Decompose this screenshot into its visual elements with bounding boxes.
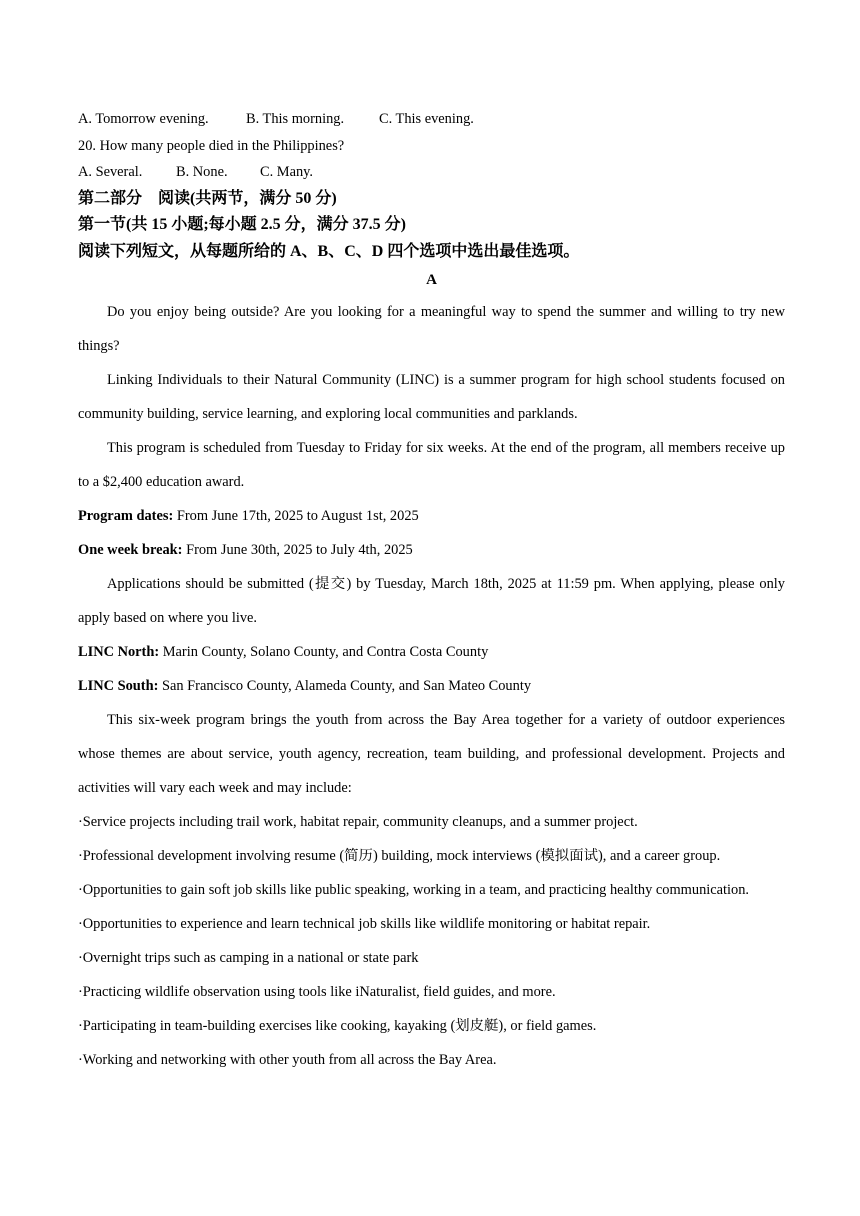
bullet-item: ·Professional development involving resume (简历) building, mock interviews (模拟面试), and a career group. [78,848,721,864]
bullet-item: ·Opportunities to gain soft job skills like public speaking, working in a team, and practicing healthy communication. [78,882,750,898]
q20-option-c: C. Many. [260,164,314,180]
linc-south [78,669,785,703]
q19-options [78,106,785,133]
bullet-item: ·Service projects including trail work, habitat repair, community cleanups, and a summer project. [78,814,638,830]
linc-south-value: San Francisco County, Alameda County, and San Mateo County [158,678,532,694]
linc-north-value: Marin County, Solano County, and Contra Costa County [159,644,489,660]
program-dates-label: Program dates: [78,508,174,524]
q20-question: 20. How many people died in the Philippines? [78,137,345,154]
bullet-item: ·Overnight trips such as camping in a national or state park [78,950,419,966]
linc-north-label: LINC North: [78,644,160,660]
q20-option-b: B. None. [176,164,228,180]
program-dates [78,499,785,533]
passage-letter: A [426,272,437,288]
bullet-item: ·Practicing wildlife observation using tools like iNaturalist, field guides, and more. [78,984,556,1000]
document-page [78,106,785,1077]
q20-options [78,159,785,186]
q19-option-a: A. Tomorrow evening. [78,111,209,127]
bullet-item: ·Opportunities to experience and learn technical job skills like wildlife monitoring or habitat repair. [78,916,651,932]
program-dates-value: From June 17th, 2025 to August 1st, 2025 [173,508,419,524]
bullet-item: ·Participating in team-building exercises like cooking, kayaking (划皮艇), or field games. [78,1018,597,1034]
passage-paragraph-4: Applications should be submitted (提交) by Tuesday, March 18th, 2025 at 11:59 pm. When applying, please only apply based on where you live. [78,576,785,626]
section-subtitle: 第一节(共 15 小题;每小题 2.5 分，满分 37.5 分) [78,216,406,233]
linc-north [78,635,785,669]
linc-south-label: LINC South: [78,678,159,694]
q19-option-c: C. This evening. [379,111,474,127]
week-break [78,533,785,567]
part-title: 第二部分 阅读(共两节，满分 50 分) [78,189,337,207]
week-break-label: One week break: [78,542,183,558]
passage-paragraph-3: This program is scheduled from Tuesday to Friday for six weeks. At the end of the program, all members receive up to a $2,400 education award. [78,440,785,490]
bullet-item: ·Working and networking with other youth from all across the Bay Area. [78,1052,497,1068]
passage-paragraph-5: This six-week program brings the youth from across the Bay Area together for a variety of outdoor experiences whose themes are about service, youth agency, recreation, team building, and professional development. Projects and activities will vary each week and may include: [78,712,785,796]
q20-option-a: A. Several. [78,164,143,180]
passage-paragraph-1: Do you enjoy being outside? Are you looking for a meaningful way to spend the summer and willing to try new things? [78,304,785,354]
week-break-value: From June 30th, 2025 to July 4th, 2025 [182,542,413,558]
passage-paragraph-2: Linking Individuals to their Natural Community (LINC) is a summer program for high school students focused on community building, service learning, and exploring local communities and parklands. [78,372,785,422]
section-instruction: 阅读下列短文，从每题所给的 A、B、C、D 四个选项中选出最佳选项。 [78,242,580,260]
q19-option-b: B. This morning. [246,111,345,127]
